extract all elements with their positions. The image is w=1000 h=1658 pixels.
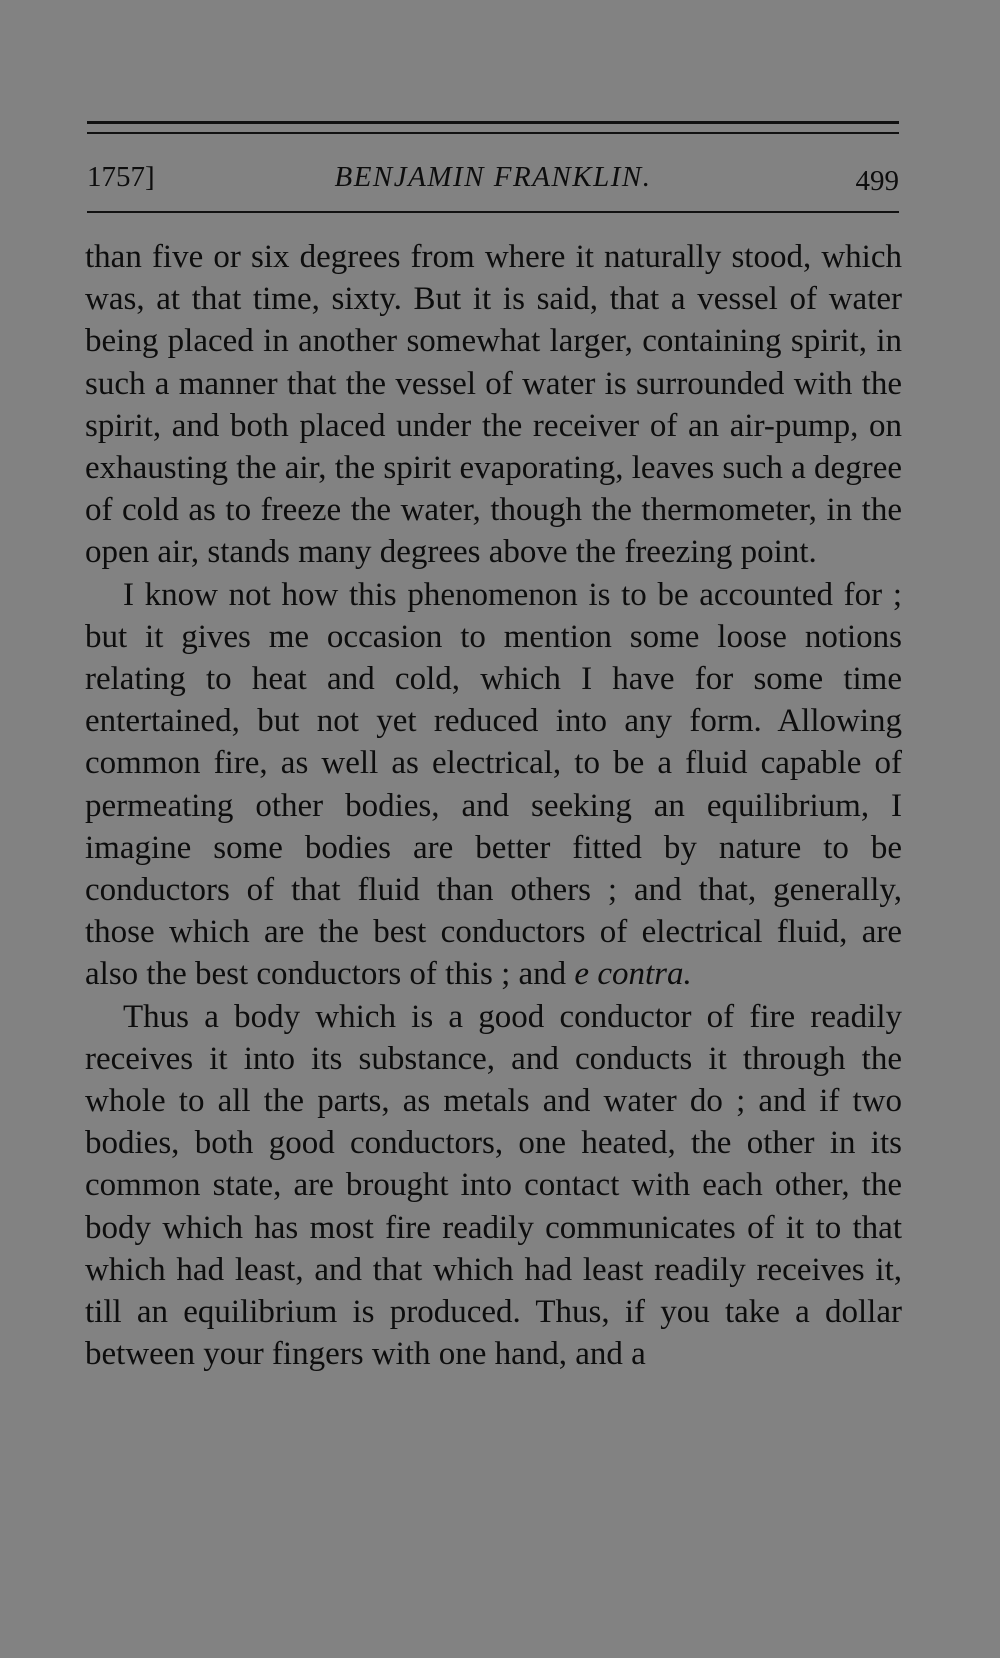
running-head-author: BENJAMIN FRANKLIN. [334,161,652,193]
running-head-year: 1757] [87,161,155,193]
italic-phrase: e contra. [574,956,692,993]
running-head [87,156,899,198]
body-text [85,236,902,1375]
header-rule-bottom [87,211,899,213]
paragraph-text: I know not how this phenomenon is to be accounted for ; but it gives me occasion to mention some loose notions relating to heat and cold, which I have for some time entertained, but not yet reduced into any form. Allowing common fire, as well as electrical, to be a fluid capable of permeating other bodies, and seeking an equilibrium, I imagine some bodies are better fitted by nature to be conductors of that fluid than others ; and that, generally, those which are the best conductors of electrical fluid, are also the best conductors of this ; and [85,576,902,993]
paragraph-continued: than five or six degrees from where it naturally stood, which was, at that time, sixty. But it is said, that a vessel of water being placed in another somewhat larger, containing spirit, in such a manner that the vessel of water is surrounded with the spirit, and both placed under the receiver of an air-pump, on exhausting the air, the spirit evaporating, leaves such a degree of cold as to freeze the water, though the thermometer, in the open air, stands many degrees above the freezing point. [85,239,902,571]
header-rule-top [87,121,899,124]
page-number: 499 [855,165,899,197]
header-rule-top-inner [87,132,899,134]
paragraph-conductor: Thus a body which is a good conductor of fire readily receives it into its substance, and conducts it through the whole to all the parts, as metals and water do ; and if two bodies, both good conductors, one heated, the other in its common state, are brought into contact with each other, the body which has most fire readily communicates of it to that which had least, and that which had least readily receives it, till an equilibrium is produced. Thus, if you take a dollar between your fingers with one hand, and a [85,998,902,1373]
paragraph-heat-and-cold [85,574,902,996]
